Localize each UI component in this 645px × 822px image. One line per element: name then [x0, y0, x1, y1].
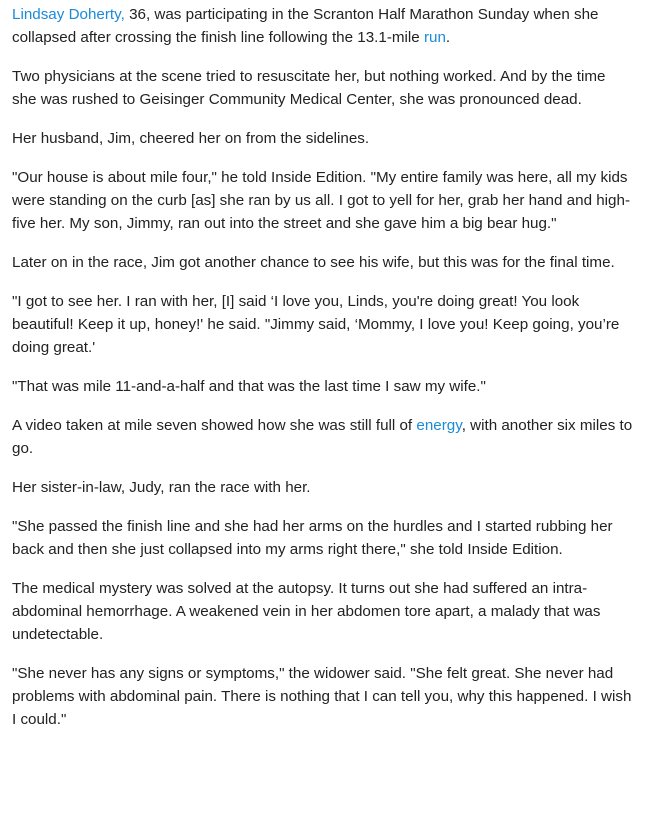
paragraph-8	[12, 414, 633, 460]
paragraph-7: "That was mile 11-and-a-half and that was the last time I saw my wife."	[12, 378, 486, 395]
paragraph-9: Her sister-in-law, Judy, ran the race with her.	[12, 479, 311, 496]
paragraph-3: Her husband, Jim, cheered her on from the sidelines.	[12, 130, 370, 147]
link-run[interactable]: run	[423, 29, 446, 46]
paragraph-2: Two physicians at the scene tried to resuscitate her, but nothing worked. And by the time she was rushed to Geisinger Community Medical Center, she was pronounced dead.	[12, 68, 606, 108]
paragraph-10: "She passed the finish line and she had her arms on the hurdles and I started rubbing her back and then she just collapsed into my arms right there," she told Inside Edition.	[12, 518, 613, 558]
paragraph-1-text-b: .	[445, 29, 451, 46]
link-lindsay-doherty[interactable]: Lindsay Doherty,	[12, 6, 125, 23]
paragraph-5: Later on in the race, Jim got another chance to see his wife, but this was for the final time.	[12, 254, 615, 271]
paragraph-1	[12, 3, 633, 49]
paragraph-8-text-a: A video taken at mile seven showed how she was still full of	[12, 417, 417, 434]
link-energy[interactable]: energy	[416, 417, 462, 434]
paragraph-8-text-b: , with another six miles to go.	[12, 417, 633, 457]
paragraph-11: The medical mystery was solved at the autopsy. It turns out she had suffered an intra-abdominal hemorrhage. A weakened vein in her abdomen tore apart, a malady that was undetectable.	[12, 580, 601, 643]
paragraph-12: "She never has any signs or symptoms," the widower said. "She felt great. She never had problems with abdominal pain. There is nothing that I can tell you, why this happened. I wish I could."	[12, 665, 632, 728]
paragraph-4: "Our house is about mile four," he told Inside Edition. "My entire family was here, all my kids were standing on the curb [as] she ran by us all. I got to yell for her, grab her hand and high-five her. My son, Jimmy, ran out into the street and she gave him a big bear hug."	[12, 169, 631, 232]
paragraph-1-text-a: 36, was participating in the Scranton Half Marathon Sunday when she collapsed after crossing the finish line following the 13.1-mile	[12, 6, 599, 46]
paragraph-6: "I got to see her. I ran with her, [I] said ‘I love you, Linds, you're doing great! You look beautiful! Keep it up, honey!' he said. "Jimmy said, ‘Mommy, I love you! Keep going, you’re doing great.'	[12, 293, 620, 356]
